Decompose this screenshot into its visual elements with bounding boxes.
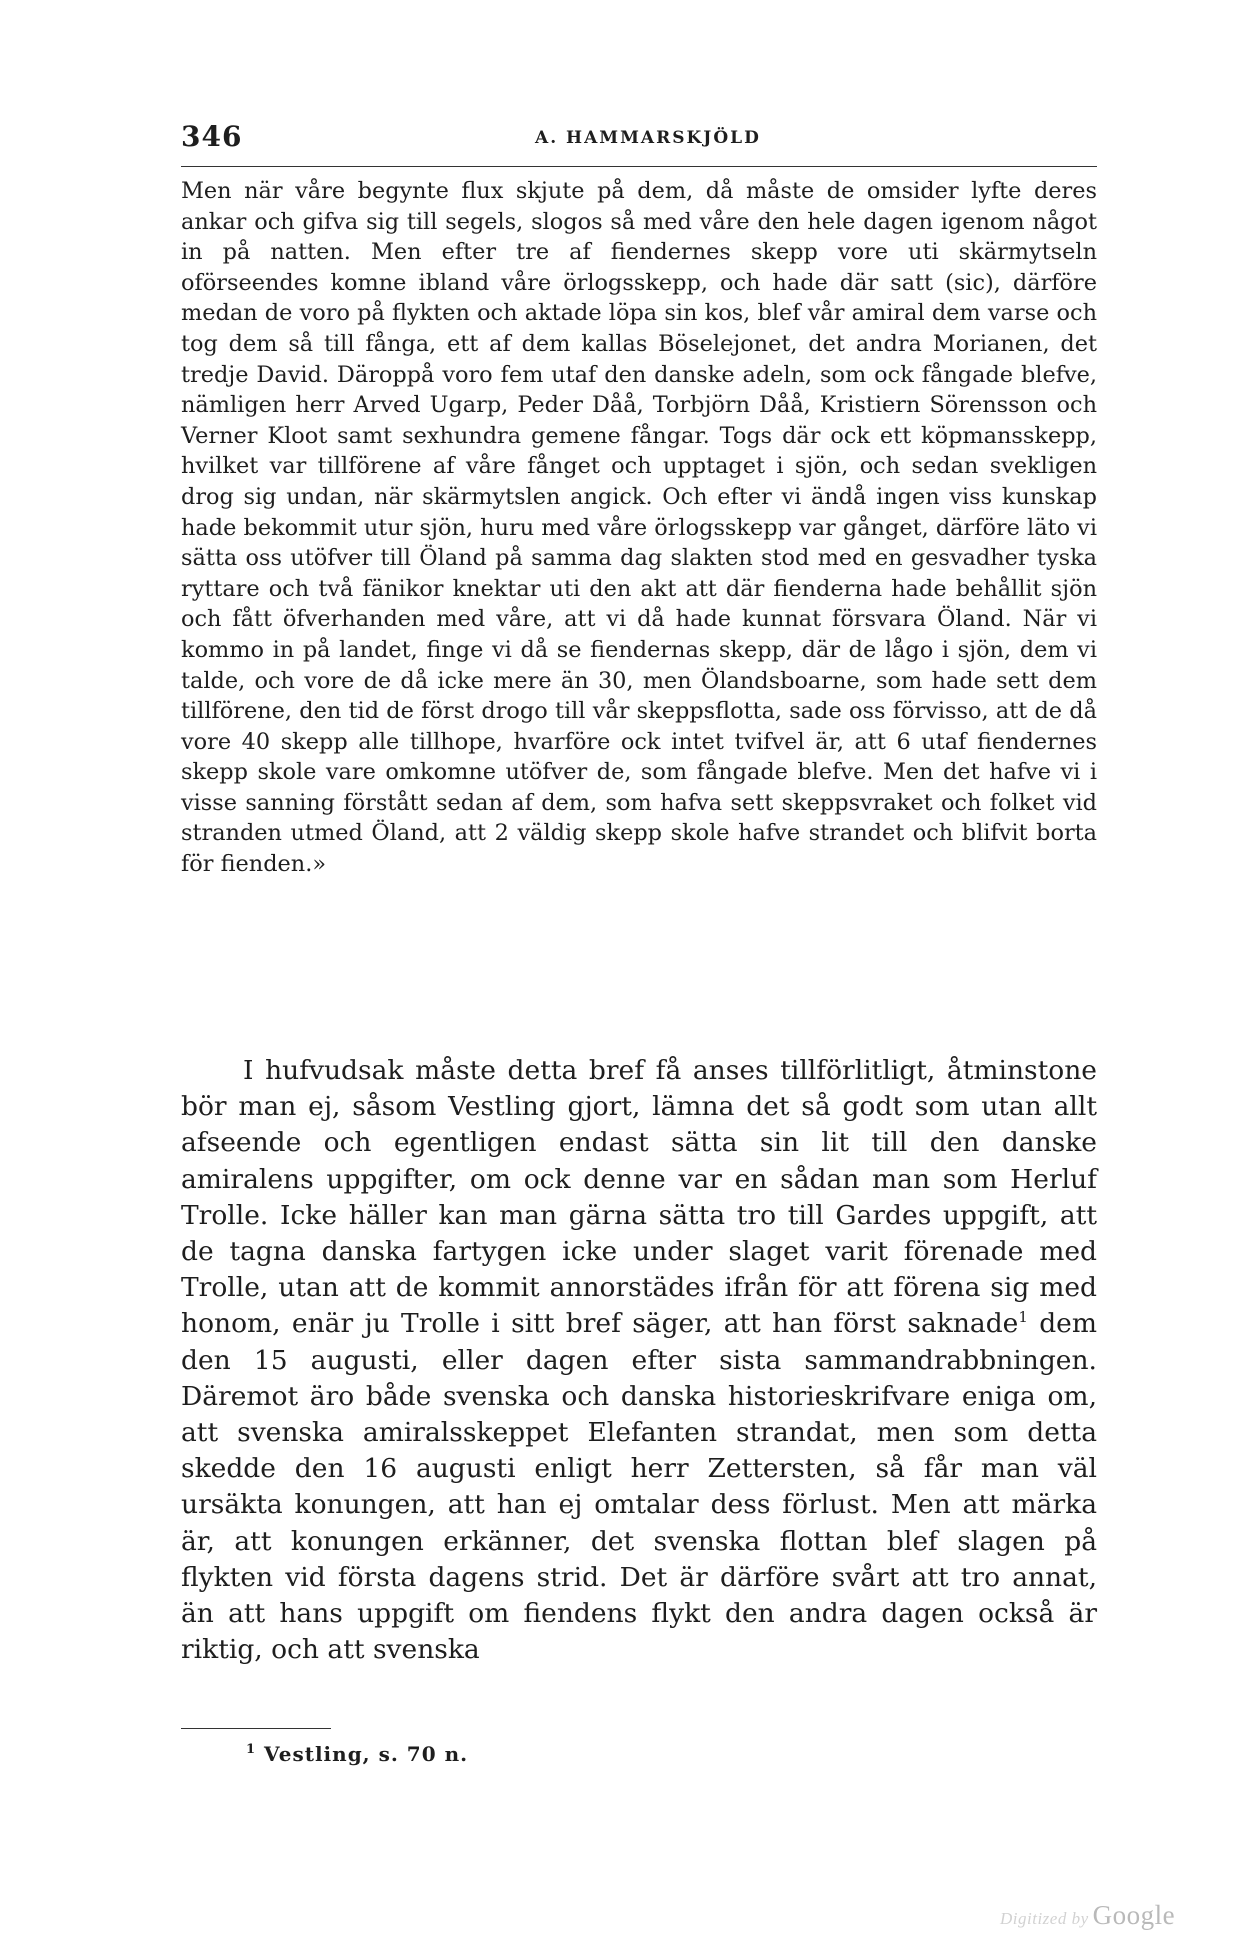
watermark-brand: Google [1092,1900,1176,1930]
footnote-marker: 1 [246,1742,257,1757]
quoted-letter [181,176,1097,880]
quote-paragraph: Men när våre begynte flux skjute på dem, då måste de omsider lyfte deres ankar och gifva sig till segels, slogos så med våre den hele dagen igenom något in på natten. Men efter tre af fiendernes skepp vore uti skärmytseln oförseendes komne ibland våre örlogsskepp, och hade där satt (sic), därföre medan de voro på flykten och aktade löpa sin kos, blef vår amiral dem varse och tog dem så till fånga, ett af dem kallas Böselejonet, det andra Morianen, det tredje David. Däroppå voro fem utaf den danske adeln, som ock fångade blefve, nämligen herr Arved Ugarp, Peder Dåå, Torbjörn Dåå, Kristiern Sörensson och Verner Kloot samt sexhundra gemene fångar. Togs där ock ett köpmansskepp, hvilket var tillförene af våre fånget och upptaget i sjön, och sedan svekligen drog sig undan, när skärmytslen angick. Och efter vi ändå ingen viss kunskap hade bekommit utur sjön, huru med våre örlogsskepp var gånget, därföre läto vi sätta oss utöfver till Öland på samma dag slakten stod med en gesvadher tyska ryttare och två fänikor knektar uti den akt att där fienderna hade behållit sjön och fått öfverhanden med våre, att vi då hade kunnat försvara Öland. När vi kommo in på landet, finge vi då se fiendernas skepp, där de lågo i sjön, dem vi talde, och vore de då icke mere än 30, men Ölandsboarne, som hade sett dem tillförene, den tid de först drogo till vår skeppsflotta, sade oss förvisso, att de då vore 40 skepp alle tillhope, hvarföre ock intet tvifvel är, att 6 utaf fiendernes skepp skole vare omkomne utöfver de, som fångade blefve. Men det hafve vi i visse sanning förstått sedan af dem, som hafva sett skeppsvraket och folket vid stranden utmed Öland, att 2 väldig skepp skole hafve strandet och blifvit borta för fienden.» [181,178,1097,878]
body-text-after-note: dem den 15 augusti, eller dagen efter sista sammandrabbningen. Däremot äro både svenska och danska historieskrifvare eniga om, att svenska amiralsskeppet Elefanten strandat, men som detta skedde den 16 augusti enligt herr Zettersten, så får man väl ursäkta konungen, att han ej omtalar dess förlust. Men att märka är, att konungen erkänner, det svenska flottan blef slagen på flykten vid första dagens strid. Det är därföre svårt att tro annat, än att hans uppgift om fiendens flykt den andra dagen också är riktig, och att svenska [181,1308,1097,1666]
google-watermark [1000,1900,1175,1931]
body-text [181,1053,1097,1668]
running-head: A. HAMMARSKJÖLD [535,128,761,148]
header-rule [181,166,1097,167]
body-text-before-note: I hufvudsak måste detta bref få anses tillförlitligt, åtminstone bör man ej, såsom Vestling gjort, lämna det så godt som utan allt afseende och egentligen endast sätta sin lit till den danske amiralens uppgifter, om ock denne var en sådan man som Herluf Trolle. Icke häller kan man gärna sätta tro till Gardes uppgift, att de tagna danska fartygen icke under slaget varit förenade med Trolle, utan att de kommit annorstädes ifrån för att förena sig med honom, enär ju Trolle i sitt bref säger, att han först saknade [181,1055,1097,1340]
footnote-reference: 1 [1018,1308,1028,1327]
footnote-rule [181,1728,331,1729]
footnote-text: Vestling, s. 70 n. [264,1742,469,1766]
page-number: 346 [181,120,243,153]
page-header [181,120,1097,160]
footnote [246,1742,468,1766]
watermark-prefix: Digitized by [1000,1909,1089,1928]
body-paragraph [181,1053,1097,1668]
